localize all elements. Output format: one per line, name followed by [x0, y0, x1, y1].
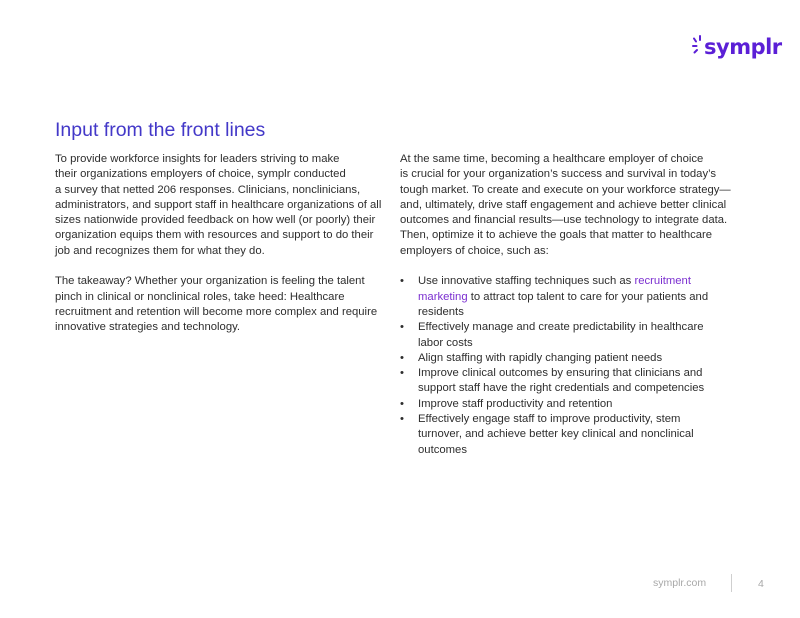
- text-line: outcomes and financial results—use technology to integrate data.: [400, 214, 728, 227]
- symplr-logo: [692, 33, 782, 65]
- text-line: residents: [418, 305, 464, 318]
- text-line: Improve staff productivity and retention: [418, 397, 613, 410]
- list-item: [400, 274, 736, 320]
- text-line: job and recognizes them for what they do.: [55, 244, 265, 257]
- list-item: [400, 397, 736, 412]
- text-line: Effectively engage staff to improve productivity, stem: [418, 413, 681, 426]
- text-line: organization equips them with resources and support to do their: [55, 229, 374, 242]
- text-line: recruitment and retention will become more complex and require: [55, 305, 378, 318]
- text-segment: to attract top talent to care for your patients and: [467, 290, 709, 303]
- bullet-icon: •: [400, 275, 404, 288]
- page-number: 4: [758, 578, 764, 590]
- text-line: turnover, and achieve better key clinical and nonclinical: [418, 428, 694, 441]
- text-line: tough market. To create and execute on your workforce strategy—: [400, 183, 731, 196]
- text-line: The takeaway? Whether your organization is feeling the talent: [55, 275, 365, 288]
- bullet-icon: •: [400, 351, 404, 364]
- intro-paragraph: [55, 152, 385, 259]
- text-line: innovative strategies and technology.: [55, 321, 241, 334]
- text-line: labor costs: [418, 336, 473, 349]
- text-line: At the same time, becoming a healthcare employer of choice: [400, 153, 704, 165]
- text-line: [418, 290, 736, 305]
- logo-wordmark: symplr: [704, 35, 782, 59]
- footer-website: symplr.com: [653, 577, 707, 589]
- text-line: and, ultimately, drive staff engagement and achieve better clinical: [400, 198, 727, 211]
- text-line: their organizations employers of choice, symplr conducted: [55, 168, 346, 181]
- bullet-icon: •: [400, 367, 404, 380]
- list-item: [400, 412, 736, 458]
- text-line: [418, 274, 736, 289]
- bullet-icon: •: [400, 321, 404, 334]
- right-column: [400, 152, 736, 458]
- bullet-icon: •: [400, 413, 404, 426]
- text-line: To provide workforce insights for leaders striving to make: [55, 153, 340, 165]
- recruitment-marketing-link[interactable]: recruitment: [634, 275, 691, 288]
- footer-divider: [731, 574, 732, 592]
- text-line: employers of choice, such as:: [400, 244, 549, 257]
- list-item: [400, 366, 736, 397]
- bullet-icon: •: [400, 397, 404, 410]
- text-line: is crucial for your organization’s success and survival in today’s: [400, 168, 717, 181]
- text-line: sizes nationwide provided feedback on how well (or poorly) their: [55, 214, 376, 227]
- text-segment: Use innovative staffing techniques such as: [418, 275, 635, 288]
- text-line: pinch in clinical or nonclinical roles, take heed: Healthcare: [55, 290, 345, 303]
- text-line: Align staffing with rapidly changing patient needs: [418, 351, 663, 364]
- text-line: administrators, and support staff in healthcare organizations of all: [55, 198, 382, 211]
- text-line: Effectively manage and create predictability in healthcare: [418, 321, 704, 334]
- strategy-paragraph: [400, 152, 736, 259]
- goals-list: [400, 274, 736, 458]
- text-line: support staff have the right credentials and competencies: [418, 382, 705, 395]
- left-column: [55, 152, 385, 336]
- text-line: Improve clinical outcomes by ensuring that clinicians and: [418, 367, 703, 380]
- list-item: [400, 351, 736, 366]
- text-line: a survey that netted 206 responses. Clinicians, nonclinicians,: [55, 183, 361, 196]
- text-line: Then, optimize it to achieve the goals that matter to healthcare: [400, 229, 713, 242]
- takeaway-paragraph: [55, 274, 385, 335]
- list-item: [400, 320, 736, 351]
- text-line: outcomes: [418, 443, 467, 456]
- recruitment-marketing-link[interactable]: marketing: [418, 290, 468, 303]
- section-title: Input from the front lines: [55, 119, 266, 141]
